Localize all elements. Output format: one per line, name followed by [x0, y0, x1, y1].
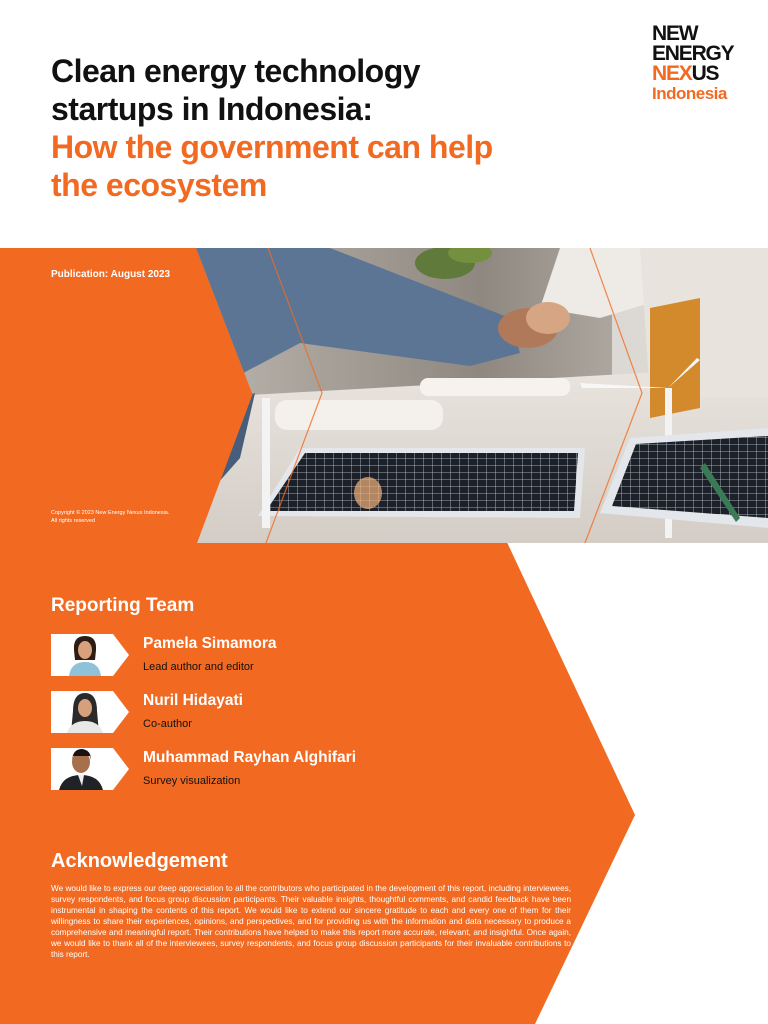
- reporting-team-heading: Reporting Team: [51, 595, 195, 616]
- logo-nex-part: NEX: [652, 62, 692, 85]
- team-member-card: [51, 746, 471, 792]
- report-subtitle-line-2: the ecosystem: [51, 167, 267, 203]
- handshake-solar-photo: [0, 248, 768, 543]
- copyright-line-2: All rights reserved: [51, 518, 96, 524]
- member-photo-avatar: [51, 689, 131, 735]
- logo-word-nexus: [652, 64, 752, 84]
- report-title-line-1: Clean energy technology: [51, 53, 421, 89]
- report-title-line-2: startups in Indonesia:: [51, 91, 373, 127]
- member-photo-avatar: [51, 746, 131, 792]
- logo-word-new: NEW: [652, 22, 698, 45]
- acknowledgement-heading: Acknowledgement: [51, 850, 228, 872]
- team-member-card: [51, 632, 471, 678]
- logo-us-part: US: [691, 62, 719, 85]
- copyright-line-1: Copyright © 2023 New Energy Nexus Indonesia.: [51, 510, 170, 516]
- logo-indonesia: Indonesia: [652, 84, 727, 103]
- report-title-block: [51, 52, 611, 204]
- member-role: Co-author: [143, 718, 192, 730]
- team-member-card: [51, 689, 471, 735]
- member-name: Pamela Simamora: [143, 635, 277, 652]
- member-photo-avatar: [51, 632, 131, 678]
- logo-word-energy: ENERGY: [652, 42, 734, 65]
- member-name: Muhammad Rayhan Alghifari: [143, 749, 357, 766]
- publication-date: Publication: August 2023: [51, 269, 171, 280]
- report-subtitle-line-1: How the government can help: [51, 129, 493, 165]
- member-role: Survey visualization: [143, 775, 241, 787]
- member-name: Nuril Hidayati: [143, 692, 243, 709]
- new-energy-nexus-logo: [652, 24, 752, 104]
- acknowledgement-body: We would like to express our deep appreciation to all the contributors who participated in the development of this report, including interviewees, survey respondents, and focus group discussion participants. Their valuable insights, thoughtful comments, and candid feedback have been instrumental in shaping the contents of this report. We would like to extend our sincere gratitude to each and every one of them for their willingness to share their experiences, opinions, and perspectives, and for providing us with the information and data necessary to produce a comprehensive and meaningful report. Their contributions have helped to make this report more accurate, relevant, and insightful. Once again, we would like to thank all of the interviewees, survey respondents, and focus group discussion participants for their invaluable contributions to this report.: [51, 884, 571, 959]
- copyright-notice: [51, 509, 201, 525]
- member-role: Lead author and editor: [143, 661, 254, 673]
